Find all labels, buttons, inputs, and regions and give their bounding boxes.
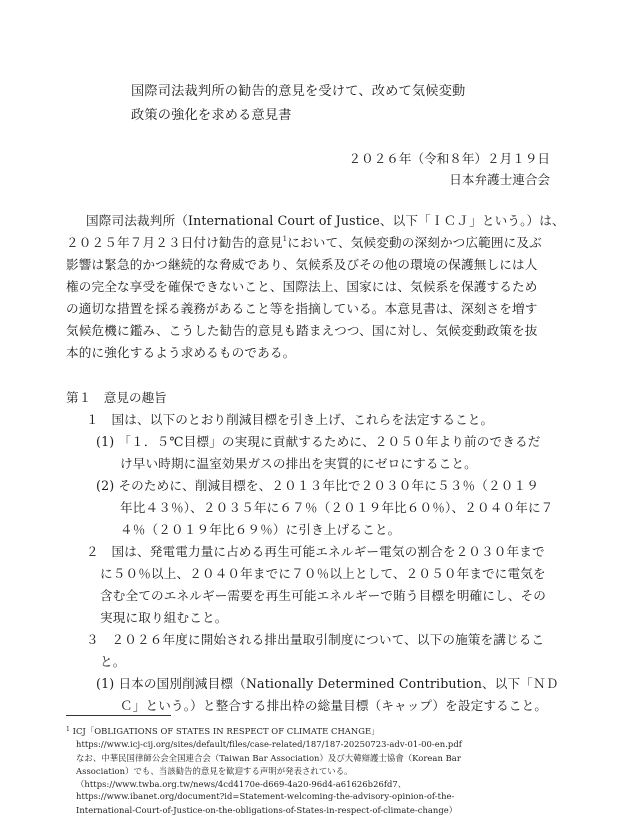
item-2-line-4: 実現に取り組むこと。 [100,610,228,625]
footnote-marker: 1 [66,726,70,733]
preamble-line-5: の適切な措置を採る義務があること等を指摘している。本意見書は、深刻さを増す [66,301,538,316]
preamble-line-2-b: において、気候変動の深刻かつ広範囲に及ぶ [287,235,542,250]
item-1-sub-1-line-2: け早い時期に温室効果ガスの排出を実質的にゼロにすること。 [120,456,477,471]
section-heading: 第１ 意見の趣旨 [66,390,167,405]
item-1-sub-2-line-2: 年比４３％）、２０３５年に６７％（２０１９年比６０％）、２０４０年に７ [120,500,554,515]
item-2-line-2: に５０％以上、２０４０年までに７０％以上として、２０５０年までに電気を [100,566,546,581]
footnote-reference: 1 [282,235,288,243]
item-3-line-2: と。 [100,654,126,669]
footnote-line-5: （https://www.twba.org.tw/news/4cd4170e-d669-4a20-96d4-a61626b26fd7、 [76,779,407,789]
footnote-line-1-text: ICJ「OBLIGATIONS OF STATES IN RESPECT OF CLIMATE CHANGE」 [72,726,380,736]
preamble-line-7: 本的に強化するよう求めるものである。 [66,345,296,360]
footnote-line-1 [66,725,380,737]
preamble-line-3: 影響は緊急的かつ継続的な脅威であり、気候系及びその他の環境の保護無しには人 [66,257,538,272]
preamble-line-6: 気候危機に鑑み、こうした勧告的意見も踏まえつつ、国に対し、気候変動政策を抜 [66,323,538,338]
item-1-sub-1-line-1: (1) 「１．５℃目標」の実現に貢献するために、２０５０年より前のできるだ [96,434,541,449]
footnote-separator [66,715,171,716]
item-1-sub-2-line-3: ４％（２０１９年比６９％）に引き上げること。 [120,522,401,537]
item-2-line-3: 含む全てのエネルギー需要を再生可能エネルギーで賄う目標を明確にし、その [100,588,547,603]
footnote-line-7: International-Court-of-Justice-on-the-obligations-of-States-in-respect-of-climate-change） [76,805,458,815]
item-1-text: １ 国は、以下のとおり削減目標を引き上げ、これらを法定すること。 [86,412,494,427]
footnote-line-4: Association）でも、当該勧告的意見を歓迎する声明が発表されている。 [76,766,353,776]
document-date: ２０２６年（令和８年）２月１９日 [348,151,550,166]
item-3-sub-1-line-1: (1) 日本の国別削減目標（Nationally Determined Contribution、以下「ＮＤ [96,676,559,691]
footnote-line-3: なお、中華民国律師公会全国連合会（Taiwan Bar Association）及び大韓辯護士協會（Korean Bar [76,753,461,763]
footnote-line-2: https://www.icj-cij.org/sites/default/files/case-related/187/187-20250723-adv-01-00-en.pdf [76,739,462,749]
footnote-line-6: https://www.ibanet.org/document?id=Statement-welcoming-the-advisory-opinion-of-the- [76,791,455,801]
item-3-sub-1-line-2: Ｃ」という。）と整合する排出枠の総量目標（キャップ）を設定すること。 [120,698,548,713]
item-1-sub-2-line-1: (2) そのために、削減目標を、２０１３年比で２０３０年に５３％（２０１９ [96,478,539,493]
preamble-line-2-a: ２０２５年７月２３日付け勧告的意見 [66,235,283,250]
document-author: 日本弁護士連合会 [449,172,550,187]
item-3-line-1: ３ ２０２６年度に開始される排出量取引制度について、以下の施策を講じるこ [86,632,545,647]
preamble-line-4: 権の完全な享受を確保できないこと、国際法上、国家には、気候系を保護するため [66,279,538,294]
document-title-line-2: 政策の強化を求める意見書 [131,108,292,123]
preamble-line-1: 国際司法裁判所（International Court of Justice、以下「ＩＣＪ」という。）は、 [86,213,565,228]
item-2-line-1: ２ 国は、発電電力量に占める再生可能エネルギー電気の割合を２０３０年まで [86,544,545,559]
document-title-line-1: 国際司法裁判所の勧告的意見を受けて、改めて気候変動 [131,84,466,99]
preamble-line-2 [66,232,542,251]
